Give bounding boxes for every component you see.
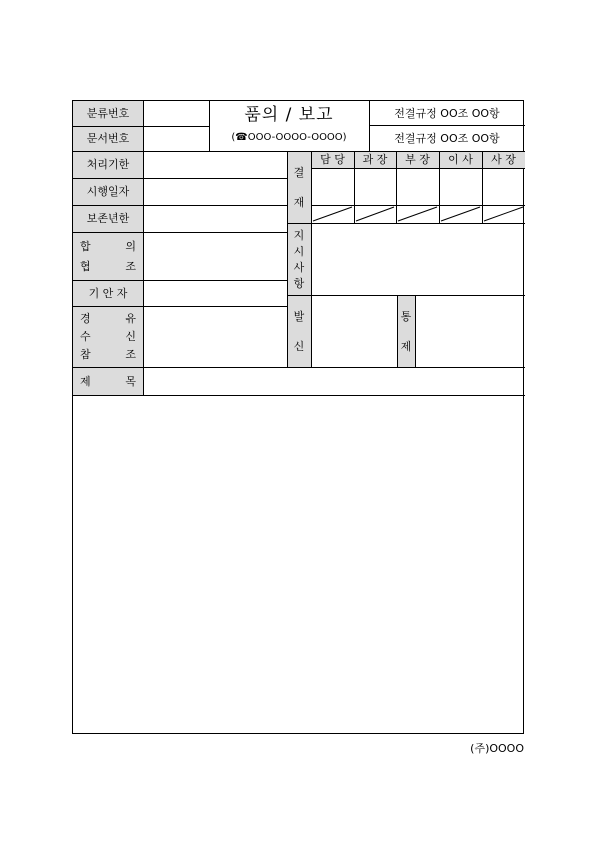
dispatch-label — [287, 295, 311, 367]
grid-line — [73, 367, 525, 368]
exec-date-label: 시행일자 — [86, 185, 130, 198]
date-diagonal — [441, 207, 480, 221]
exec-date-field[interactable] — [143, 178, 287, 205]
grid-line — [73, 178, 287, 179]
grid-line — [287, 223, 525, 224]
role-staff: 담 당 — [320, 153, 345, 166]
route-char: 수 — [80, 329, 91, 343]
grid-line — [397, 295, 398, 367]
subject-char: 목 — [125, 374, 136, 388]
retention-label: 보존년한 — [86, 212, 130, 225]
grid-line — [73, 151, 525, 152]
dispatch-char: 신 — [293, 339, 305, 353]
agreement-label — [73, 232, 143, 280]
sign-box-president[interactable] — [482, 168, 525, 205]
control-char: 제 — [400, 339, 412, 353]
instructions-char: 사 — [293, 260, 305, 274]
grid-line — [482, 151, 483, 223]
control-label — [397, 295, 415, 367]
grid-line — [311, 205, 525, 206]
control-field[interactable] — [415, 295, 525, 367]
grid-line — [439, 151, 440, 223]
drafter-label: 기 안 자 — [88, 286, 128, 300]
approval-date-diagonals — [311, 205, 525, 223]
drafter-field[interactable] — [143, 280, 287, 306]
agree-char: 의 — [125, 239, 136, 253]
grid-line — [354, 151, 355, 223]
company-footer: (주)OOOO — [470, 742, 524, 755]
instructions-char: 항 — [293, 276, 305, 290]
grid-line — [73, 232, 287, 233]
doc-no-label: 문서번호 — [86, 132, 130, 145]
subject-char: 제 — [80, 374, 91, 388]
doc-no-field[interactable] — [143, 126, 209, 151]
approval-form — [72, 100, 524, 734]
control-char: 통 — [400, 309, 412, 323]
agree-char: 조 — [125, 259, 136, 273]
deadline-field[interactable] — [143, 151, 287, 178]
route-char: 유 — [125, 312, 136, 326]
grid-line — [73, 126, 209, 127]
sign-box-dept-head[interactable] — [396, 168, 439, 205]
grid-line — [311, 168, 525, 169]
dispatch-char: 발 — [293, 309, 305, 323]
role-section-chief: 과 장 — [362, 153, 388, 166]
grid-line — [73, 280, 287, 281]
instructions-char: 시 — [293, 244, 305, 258]
sign-box-section-chief[interactable] — [354, 168, 396, 205]
deadline-label: 처리기한 — [86, 158, 130, 171]
form-title-text: 품의 / 보고 — [244, 105, 334, 125]
instructions-label — [287, 223, 311, 295]
grid-line — [287, 295, 525, 296]
grid-line — [73, 395, 525, 396]
class-no-label: 분류번호 — [86, 107, 130, 120]
routing-label — [73, 306, 143, 367]
subject-field[interactable] — [143, 367, 525, 395]
date-diagonal — [313, 207, 352, 221]
class-no-field[interactable] — [143, 101, 209, 126]
instructions-char: 지 — [293, 228, 305, 242]
agree-char: 협 — [80, 259, 91, 273]
form-phone — [209, 127, 369, 149]
rule-line-1: 전결규정 OO조 OO항 — [394, 106, 500, 120]
grid-line — [209, 101, 210, 151]
sign-box-director[interactable] — [439, 168, 482, 205]
grid-line — [73, 205, 287, 206]
form-title — [209, 102, 369, 129]
subject-label — [73, 367, 143, 395]
route-char: 조 — [125, 347, 136, 361]
grid-line — [415, 295, 416, 367]
date-diagonal — [398, 207, 437, 221]
agreement-field[interactable] — [143, 232, 287, 280]
grid-line — [369, 125, 525, 126]
route-char: 경 — [80, 312, 91, 326]
dispatch-field[interactable] — [311, 295, 397, 367]
sign-box-staff[interactable] — [311, 168, 354, 205]
role-dept-head: 부 장 — [405, 153, 430, 166]
grid-line — [73, 306, 287, 307]
routing-field[interactable] — [143, 306, 287, 367]
body-area[interactable] — [73, 395, 525, 735]
form-phone-text: (☎OOO-OOOO-OOOO) — [231, 132, 347, 143]
grid-line — [287, 151, 288, 367]
route-char: 신 — [125, 329, 136, 343]
role-president: 사 장 — [491, 153, 516, 166]
retention-field[interactable] — [143, 205, 287, 232]
approval-char: 재 — [293, 195, 305, 209]
rule-line-2: 전결규정 OO조 OO항 — [394, 131, 500, 145]
grid-line — [369, 101, 370, 151]
instructions-field[interactable] — [311, 223, 525, 295]
role-director: 이 사 — [448, 153, 473, 166]
approval-label — [287, 151, 311, 223]
grid-line — [396, 151, 397, 223]
grid-line — [311, 151, 312, 367]
grid-line — [143, 101, 144, 395]
agree-char: 합 — [80, 239, 91, 253]
date-diagonal — [484, 207, 523, 221]
approval-char: 결 — [293, 165, 305, 179]
route-char: 참 — [80, 347, 91, 361]
date-diagonal — [356, 207, 394, 221]
